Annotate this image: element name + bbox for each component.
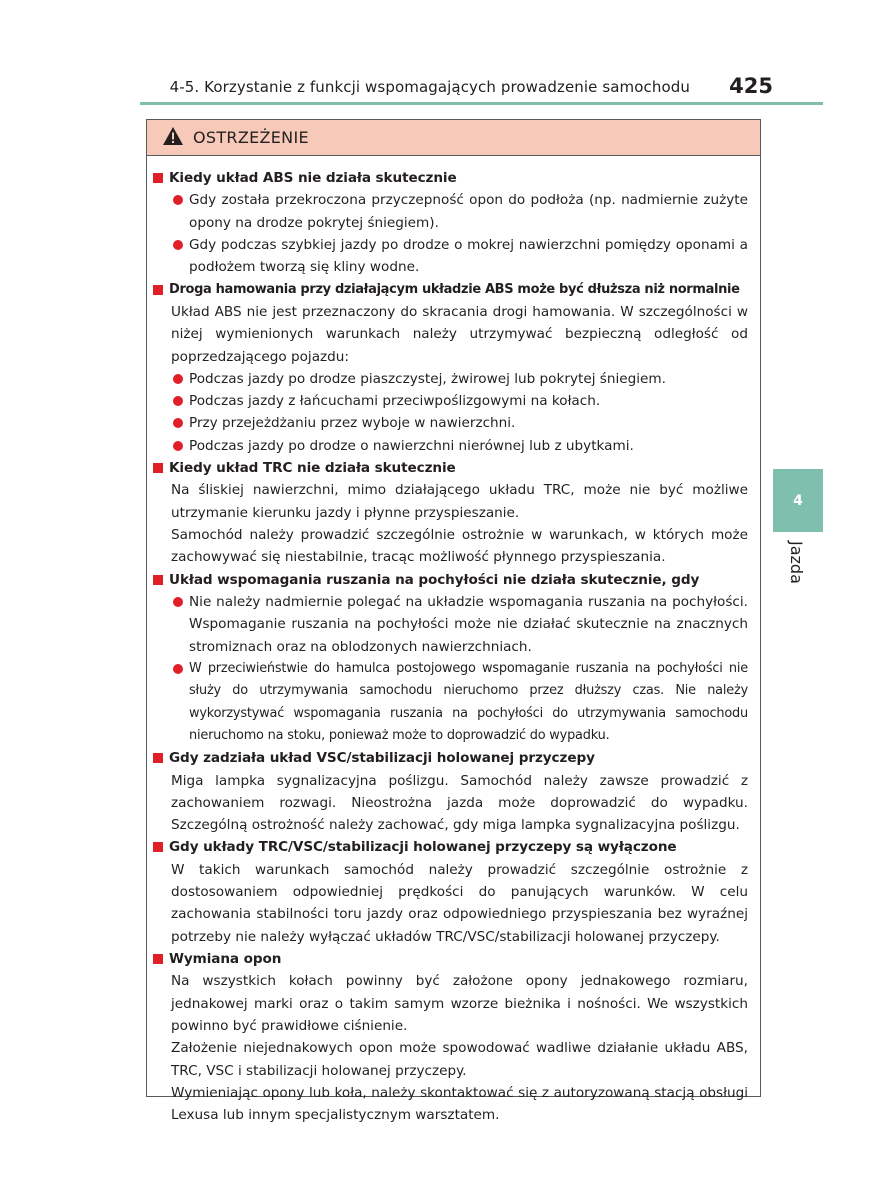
list-item: Gdy została przekroczona przyczepność opon do podłoża (np. nadmiernie zużyte opony na drodze pokrytej śniegiem). <box>153 189 748 234</box>
red-bullet-icon <box>173 240 183 250</box>
warning-section <box>153 279 748 457</box>
list-item: Podczas jazdy po drodze piaszczystej, żwirowej lub pokrytej śniegiem. <box>153 368 748 390</box>
section-heading: Wymiana opon <box>153 948 748 970</box>
header-divider <box>140 102 823 105</box>
section-heading: Gdy układy TRC/VSC/stabilizacji holowanej przyczepy są wyłączone <box>153 836 748 858</box>
warning-section <box>153 948 748 1126</box>
red-square-icon <box>153 575 163 585</box>
red-bullet-icon <box>173 441 183 451</box>
warning-section <box>153 569 748 747</box>
red-bullet-icon <box>173 396 183 406</box>
warning-triangle-icon <box>162 126 184 146</box>
section-heading: Kiedy układ TRC nie działa skutecznie <box>153 457 748 479</box>
paragraph: Na wszystkich kołach powinny być założone opony jednakowego rozmiaru, jednakowej marki oraz o takim samym wzorze bieżnika i nośności. We wszystkich powinno być prawidłowe ciśnienie. <box>171 973 748 1035</box>
red-square-icon <box>153 285 163 295</box>
section-title: 4-5. Korzystanie z funkcji wspomagających prowadzenie samochodu <box>169 78 690 96</box>
paragraph: Na śliskiej nawierzchni, mimo działającego układu TRC, może nie być możliwe utrzymanie kierunku jazdy i płynne przyspieszanie. <box>171 482 748 521</box>
warning-section <box>153 457 748 569</box>
chapter-number: 4 <box>793 493 803 509</box>
section-heading: Gdy zadziała układ VSC/stabilizacji holowanej przyczepy <box>153 747 748 769</box>
bullet-list <box>153 189 748 278</box>
list-item: Nie należy nadmiernie polegać na układzie wspomagania ruszania na pochyłości. Wspomaganie ruszania na pochyłości może nie działać skutecznie na znacznych stromiznach oraz na oblodzonych nawierzchniach. <box>153 591 748 658</box>
bullet-list <box>153 591 748 747</box>
list-item: Przy przejeżdżaniu przez wyboje w nawierzchni. <box>153 412 748 434</box>
red-bullet-icon <box>173 418 183 428</box>
paragraph: W takich warunkach samochód należy prowadzić szczególnie ostrożnie z dostosowaniem odpowiedniej prędkości do panujących warunków. W celu zachowania stabilności toru jazdy oraz odpowiedniego przyspieszania bez wyraźnej potrzeby nie należy wyłączać układów TRC/VSC/stabilizacji holowanej przyczepy. <box>171 861 748 945</box>
chapter-tab <box>773 469 823 532</box>
red-square-icon <box>153 954 163 964</box>
list-item: Podczas jazdy po drodze o nawierzchni nierównej lub z ubytkami. <box>153 435 748 457</box>
list-item: Gdy podczas szybkiej jazdy po drodze o mokrej nawierzchni pomiędzy oponami a podłożem tworzą się kliny wodne. <box>153 234 748 279</box>
red-bullet-icon <box>173 374 183 384</box>
page-number: 425 <box>729 74 773 98</box>
list-item: W przeciwieństwie do hamulca postojowego wspomaganie ruszania na pochyłości nie służy do utrzymywania samochodu nieruchomo przez dłuższy czas. Nie należy wykorzystywać wspomagania ruszania na pochyłości do utrzymywania samochodu nieruchomo na stoku, ponieważ może to doprowadzić do wypadku. <box>153 658 748 747</box>
red-bullet-icon <box>173 664 183 674</box>
red-square-icon <box>153 753 163 763</box>
page-header <box>0 0 877 110</box>
chapter-label: Jazda <box>787 541 806 584</box>
paragraph: Wymieniając opony lub koła, należy skontaktować się z autoryzowaną stacją obsługi Lexusa lub innym specjalistycznym warsztatem. <box>171 1084 748 1124</box>
list-item: Podczas jazdy z łańcuchami przeciwpoślizgowymi na kołach. <box>153 390 748 412</box>
paragraph: Założenie niejednakowych opon może spowodować wadliwe działanie układu ABS, TRC, VSC i stabilizacji holowanej przyczepy. <box>171 1040 748 1079</box>
paragraph: Układ ABS nie jest przeznaczony do skracania drogi hamowania. W szczególności w niżej wymienionych warunkach należy utrzymywać bezpieczną odległość od poprzedzającego pojazdu: <box>171 304 748 365</box>
warning-box <box>146 119 761 1124</box>
red-square-icon <box>153 842 163 852</box>
warning-header <box>147 120 760 156</box>
warning-section <box>153 167 748 279</box>
warning-section <box>153 836 748 948</box>
bullet-list <box>153 368 748 457</box>
red-bullet-icon <box>173 195 183 205</box>
red-square-icon <box>153 173 163 183</box>
red-square-icon <box>153 463 163 473</box>
section-heading: Kiedy układ ABS nie działa skutecznie <box>153 167 748 189</box>
section-heading: Droga hamowania przy działającym układzie ABS może być dłuższa niż normalnie <box>153 279 748 301</box>
paragraph: Miga lampka sygnalizacyjna poślizgu. Samochód należy zawsze prowadzić z zachowaniem rozwagi. Nieostrożna jazda może doprowadzić do wypadku. Szczególną ostrożność należy zachować, gdy miga lampka sygnalizacyjna poślizgu. <box>171 772 748 834</box>
chapter-label-wrap <box>772 541 824 601</box>
warning-title: OSTRZEŻENIE <box>193 128 309 147</box>
section-heading: Układ wspomagania ruszania na pochyłości nie działa skutecznie, gdy <box>153 569 748 591</box>
warning-section <box>153 747 748 836</box>
paragraph: Samochód należy prowadzić szczególnie ostrożnie w warunkach, w których może zachowywać się niestabilnie, tracąc możliwość płynnego przyspieszania. <box>171 527 748 566</box>
red-bullet-icon <box>173 597 183 607</box>
warning-content <box>153 167 748 1127</box>
